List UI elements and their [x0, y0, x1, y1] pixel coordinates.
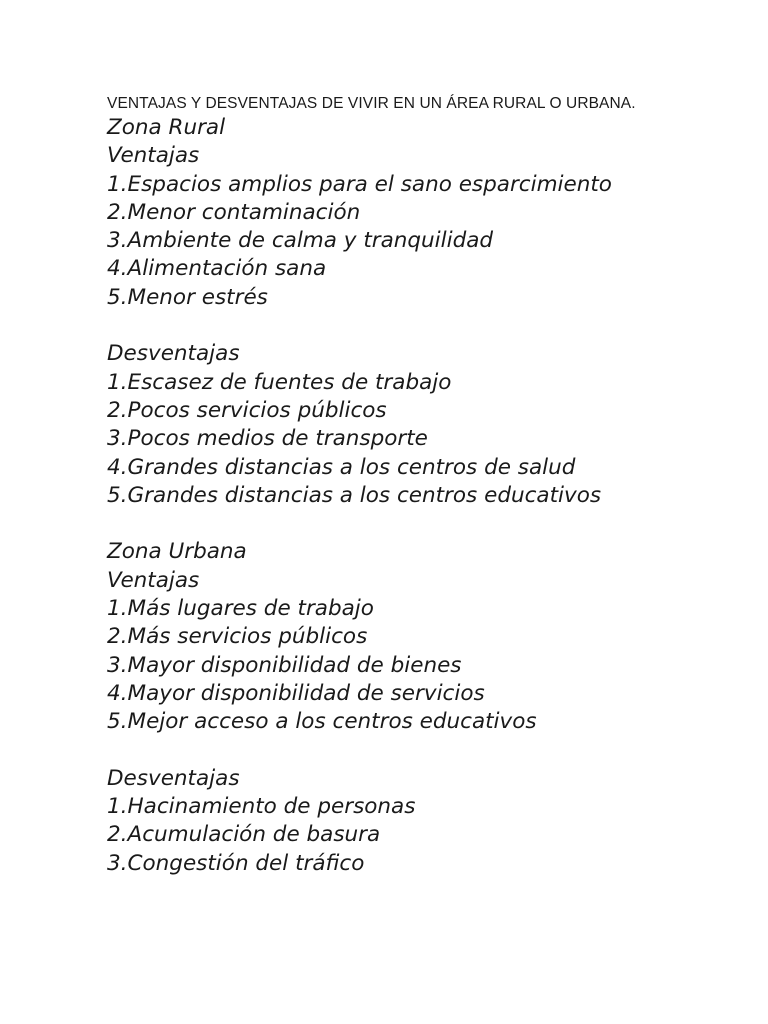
rural-ventajas-label: Ventajas — [107, 143, 200, 169]
list-item: 5.Grandes distancias a los centros educativos — [107, 482, 602, 508]
spacer — [107, 312, 747, 340]
rural-heading: Zona Rural — [107, 115, 226, 140]
urbana-ventajas-label: Ventajas — [107, 567, 200, 593]
list-item: 4.Grandes distancias a los centros de salud — [107, 454, 576, 480]
list-item: 1.Escasez de fuentes de trabajo — [107, 369, 452, 395]
list-item: 1.Más lugares de trabajo — [107, 596, 374, 622]
urbana-heading: Zona Urbana — [107, 539, 247, 565]
document-title: VENTAJAS Y DESVENTAJAS DE VIVIR EN UN ÁREA RURAL O URBANA. — [107, 95, 636, 112]
rural-desventajas-label: Desventajas — [107, 341, 240, 367]
list-item: 2.Acumulación de basura — [107, 822, 381, 848]
spacer — [107, 737, 747, 765]
urbana-desventajas-label: Desventajas — [107, 765, 240, 791]
list-item: 2.Más servicios públicos — [107, 624, 368, 650]
document-page — [107, 94, 747, 878]
list-item: 2.Menor contaminación — [107, 199, 361, 225]
list-item: 4.Alimentación sana — [107, 256, 327, 282]
list-item: 3.Mayor disponibilidad de bienes — [107, 652, 462, 678]
list-item: 1.Hacinamiento de personas — [107, 794, 416, 820]
list-item: 1.Espacios amplios para el sano esparcimiento — [107, 171, 612, 197]
list-item: 4.Mayor disponibilidad de servicios — [107, 680, 485, 706]
list-item: 5.Mejor acceso a los centros educativos — [107, 709, 537, 735]
list-item: 3.Pocos medios de transporte — [107, 426, 428, 452]
spacer — [107, 510, 747, 538]
list-item: 2.Pocos servicios públicos — [107, 397, 387, 423]
list-item: 3.Ambiente de calma y tranquilidad — [107, 228, 494, 254]
list-item: 3.Congestión del tráfico — [107, 850, 365, 876]
list-item: 5.Menor estrés — [107, 284, 268, 310]
